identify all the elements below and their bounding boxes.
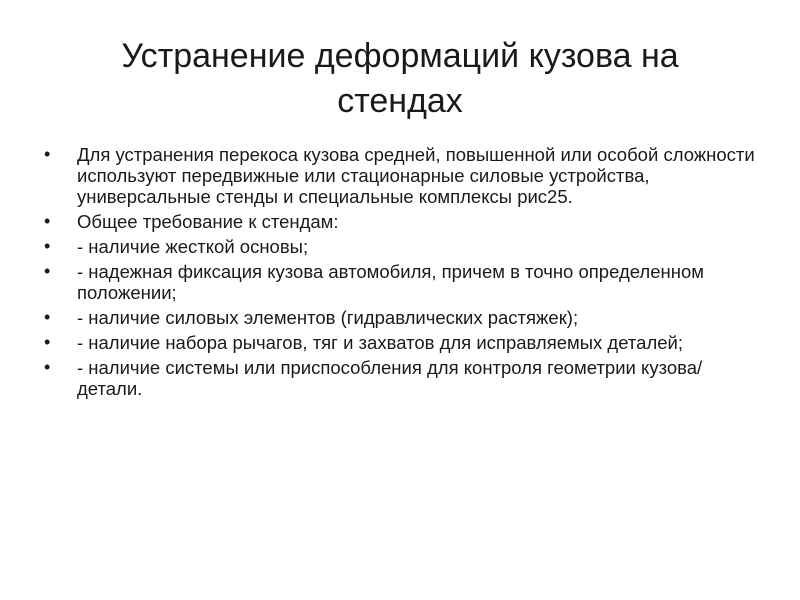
list-item-text: - наличие силовых элементов (гидравлических растяжек); [77, 307, 579, 328]
bullet-icon: • [44, 357, 51, 377]
list-item [42, 211, 762, 232]
list-item [42, 261, 762, 303]
list-item [42, 144, 762, 207]
bullet-icon: • [44, 236, 51, 256]
slide-title: Устранение деформаций кузова на стендах [121, 37, 679, 120]
list-item-text: Для устранения перекоса кузова средней, повышенной или особой сложности используют передвижные или стационарные силовые устройства, универсальные стенды и специальные комплексы рис25. [77, 144, 755, 207]
list-item-text: - наличие системы или приспособления для контроля геометрии кузова/детали. [77, 357, 703, 399]
list-item [42, 307, 762, 328]
bullet-icon: • [44, 211, 51, 231]
bullet-list [42, 144, 762, 403]
list-item-text: Общее требование к стендам: [77, 211, 339, 232]
list-item-text: - наличие жесткой основы; [77, 236, 309, 257]
bullet-icon: • [44, 261, 51, 281]
list-item [42, 236, 762, 257]
bullet-icon: • [44, 307, 51, 327]
list-item-text: - наличие набора рычагов, тяг и захватов для исправляемых деталей; [77, 332, 684, 353]
list-item [42, 332, 762, 353]
bullet-icon: • [44, 144, 51, 164]
list-item-text: - надежная фиксация кузова автомобиля, причем в точно определенном положении; [77, 261, 704, 303]
list-item [42, 357, 762, 399]
bullet-icon: • [44, 332, 51, 352]
